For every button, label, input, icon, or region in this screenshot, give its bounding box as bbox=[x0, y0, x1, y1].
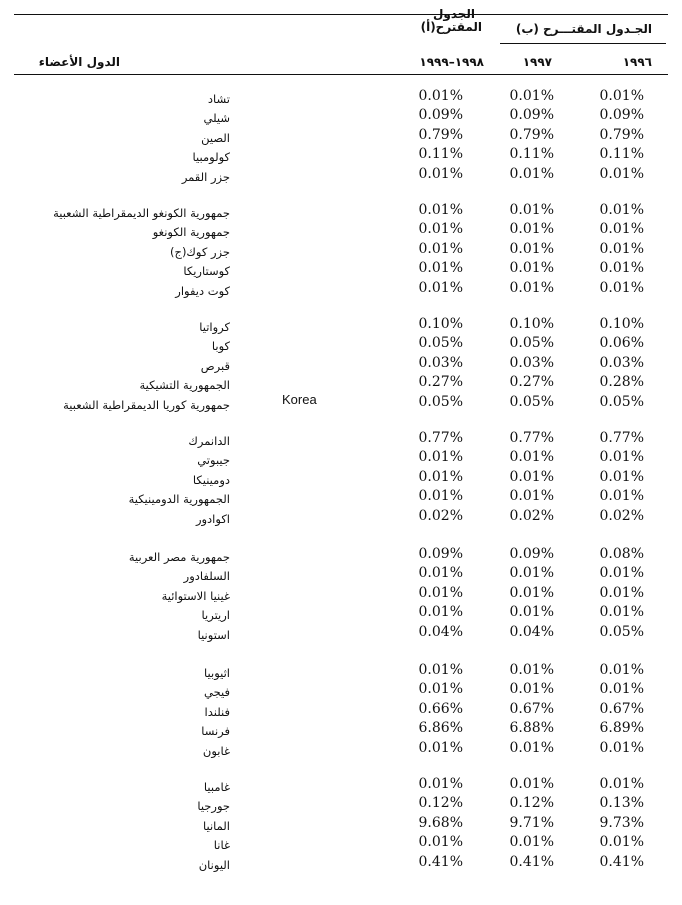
country-name: غينيا الاستوائية bbox=[161, 588, 230, 603]
value-1997: 6.88% bbox=[509, 720, 554, 737]
value-1996: 0.01% bbox=[599, 240, 644, 257]
country-name: فنلندا bbox=[204, 704, 230, 719]
members-column-header: الدول الأعضاء bbox=[38, 55, 120, 69]
value-1996: 0.28% bbox=[599, 374, 644, 391]
value-1996: 0.13% bbox=[599, 795, 644, 812]
country-name: فرنسا bbox=[201, 724, 230, 739]
country-name: غانا bbox=[213, 838, 230, 853]
scale-a-value: 0.01% bbox=[418, 221, 463, 238]
value-1996: 0.10% bbox=[599, 316, 644, 332]
value-1996: 0.02% bbox=[599, 507, 644, 524]
scale-a-value: 0.05% bbox=[418, 335, 463, 352]
value-1997: 0.67% bbox=[509, 700, 554, 717]
scale-a-header: الجدول المقترح(أ) bbox=[420, 7, 482, 34]
country-name: كرواتيا bbox=[199, 320, 230, 334]
value-1996: 0.41% bbox=[599, 853, 644, 870]
value-1996: 0.79% bbox=[599, 126, 644, 143]
value-1996: 0.01% bbox=[599, 834, 644, 851]
country-name: غابون bbox=[202, 743, 230, 758]
country-name: كولومبيا bbox=[192, 150, 230, 165]
value-1996: 0.11% bbox=[599, 146, 644, 163]
value-1996: 6.89% bbox=[599, 720, 644, 737]
scale-a-value: 0.09% bbox=[418, 107, 463, 124]
country-name: جمهورية الكونغو الديمقراطية الشعبية bbox=[53, 206, 230, 220]
scale-a-value: 0.12% bbox=[418, 795, 463, 812]
scale-a-value: 0.10% bbox=[418, 316, 463, 332]
value-1997: 0.01% bbox=[509, 776, 554, 792]
country-name: الجمهورية الدومينيكية bbox=[128, 492, 230, 507]
scale-a-value: 0.09% bbox=[418, 546, 463, 562]
scale-a-value: 0.01% bbox=[418, 584, 463, 601]
value-1997: 0.01% bbox=[509, 488, 554, 505]
scale-a-value: 0.01% bbox=[418, 776, 463, 792]
value-1997: 0.01% bbox=[509, 221, 554, 238]
country-name: اريتريا bbox=[201, 608, 230, 623]
country-name: الجمهورية التشيكية bbox=[139, 378, 230, 393]
scale-a-value: 0.01% bbox=[418, 165, 463, 182]
handwritten-annotation: Korea bbox=[282, 392, 317, 407]
country-name: جمهورية الكونغو bbox=[152, 225, 230, 240]
country-name: اثيوبيا bbox=[204, 666, 230, 680]
scale-a-value: 0.01% bbox=[418, 565, 463, 582]
value-1996: 0.01% bbox=[599, 565, 644, 582]
country-name: جمهورية مصر العربية bbox=[128, 550, 230, 564]
value-1997: 0.79% bbox=[509, 126, 554, 143]
scale-a-value: 0.02% bbox=[418, 507, 463, 524]
value-1997: 0.01% bbox=[509, 240, 554, 257]
value-1996: 0.01% bbox=[599, 584, 644, 601]
scale-a-value: 0.01% bbox=[418, 468, 463, 485]
value-1996: 0.01% bbox=[599, 662, 644, 678]
country-name: دومينيكا bbox=[192, 472, 230, 487]
value-1997: 0.01% bbox=[509, 88, 554, 104]
value-1996: 0.01% bbox=[599, 165, 644, 182]
value-1996: 0.77% bbox=[599, 430, 644, 446]
value-1996: 0.01% bbox=[599, 604, 644, 621]
scale-a-value: 0.27% bbox=[418, 374, 463, 391]
country-name: غامبيا bbox=[203, 780, 230, 794]
value-1996: 0.01% bbox=[599, 488, 644, 505]
value-1996: 0.05% bbox=[599, 623, 644, 640]
scale-a-value: 0.01% bbox=[418, 240, 463, 257]
value-1997: 0.01% bbox=[509, 565, 554, 582]
value-1996: 0.03% bbox=[599, 354, 644, 371]
header-bottom-rule bbox=[14, 74, 668, 75]
value-1997: 0.05% bbox=[509, 393, 554, 410]
country-name: كوت ديفوار bbox=[175, 283, 230, 298]
country-name: تشاد bbox=[207, 92, 230, 106]
scale-a-value: 0.01% bbox=[418, 202, 463, 218]
value-1996: 9.73% bbox=[599, 814, 644, 831]
value-1997: 0.01% bbox=[509, 468, 554, 485]
scale-a-value: 0.01% bbox=[418, 449, 463, 466]
scale-a-value: 0.41% bbox=[418, 853, 463, 870]
scale-a-value: 0.01% bbox=[418, 260, 463, 277]
value-1997: 0.27% bbox=[509, 374, 554, 391]
value-1996: 0.67% bbox=[599, 700, 644, 717]
value-1996: 0.08% bbox=[599, 546, 644, 562]
country-name: الدانمرك bbox=[188, 434, 230, 448]
scale-a-value: 0.01% bbox=[418, 739, 463, 756]
scale-a-value: 9.68% bbox=[418, 814, 463, 831]
value-1997: 0.05% bbox=[509, 335, 554, 352]
value-1997: 9.71% bbox=[509, 814, 554, 831]
country-name: قبرص bbox=[200, 358, 230, 373]
value-1997: 0.02% bbox=[509, 507, 554, 524]
top-rule bbox=[14, 14, 668, 15]
year-1997-header: ١٩٩٧ bbox=[522, 55, 552, 69]
value-1997: 0.09% bbox=[509, 546, 554, 562]
value-1996: 0.05% bbox=[599, 393, 644, 410]
scale-a-value: 0.66% bbox=[418, 700, 463, 717]
value-1996: 0.01% bbox=[599, 279, 644, 296]
value-1996: 0.01% bbox=[599, 681, 644, 698]
country-name: اكوادور bbox=[195, 511, 230, 526]
scale-a-value: 0.77% bbox=[418, 430, 463, 446]
scale-a-value: 0.01% bbox=[418, 604, 463, 621]
scale-a-period-header: ١٩٩٨–١٩٩٩ bbox=[419, 55, 484, 69]
value-1996: 0.01% bbox=[599, 739, 644, 756]
value-1997: 0.12% bbox=[509, 795, 554, 812]
country-name: جمهورية كوريا الديمقراطية الشعبية bbox=[63, 397, 230, 412]
scale-a-value: 0.79% bbox=[418, 126, 463, 143]
country-name: الصين bbox=[201, 130, 230, 145]
scale-b-underline bbox=[500, 43, 666, 44]
value-1996: 0.01% bbox=[599, 449, 644, 466]
country-name: اليونان bbox=[198, 857, 230, 872]
scale-a-value: 0.05% bbox=[418, 393, 463, 410]
value-1997: 0.77% bbox=[509, 430, 554, 446]
value-1997: 0.01% bbox=[509, 834, 554, 851]
value-1997: 0.11% bbox=[509, 146, 554, 163]
country-name: جزر القمر bbox=[181, 169, 230, 184]
country-name: فيجي bbox=[204, 685, 230, 700]
value-1996: 0.01% bbox=[599, 221, 644, 238]
value-1996: 0.01% bbox=[599, 260, 644, 277]
scale-a-value: 0.04% bbox=[418, 623, 463, 640]
country-name: السلفادور bbox=[183, 569, 230, 584]
value-1997: 0.01% bbox=[509, 681, 554, 698]
scale-a-value: 0.01% bbox=[418, 662, 463, 678]
value-1997: 0.01% bbox=[509, 279, 554, 296]
value-1997: 0.01% bbox=[509, 662, 554, 678]
country-name: شيلي bbox=[203, 111, 230, 126]
year-1996-header: ١٩٩٦ bbox=[622, 55, 652, 69]
scale-a-value: 6.86% bbox=[418, 720, 463, 737]
scale-b-header: الجـدول المقتـــرح (ب) bbox=[515, 22, 652, 36]
value-1997: 0.01% bbox=[509, 165, 554, 182]
country-name: استونيا bbox=[197, 627, 230, 642]
country-name: جيبوتي bbox=[197, 453, 230, 468]
value-1997: 0.01% bbox=[509, 739, 554, 756]
scale-a-value: 0.01% bbox=[418, 488, 463, 505]
country-name: كوبا bbox=[211, 339, 230, 354]
scale-a-value: 0.11% bbox=[418, 146, 463, 163]
country-name: جورجيا bbox=[197, 799, 230, 814]
value-1997: 0.03% bbox=[509, 354, 554, 371]
scale-a-value: 0.01% bbox=[418, 279, 463, 296]
country-name: جزر كوك(ج) bbox=[170, 244, 230, 259]
scale-a-value: 0.01% bbox=[418, 681, 463, 698]
value-1996: 0.01% bbox=[599, 776, 644, 792]
value-1997: 0.01% bbox=[509, 449, 554, 466]
scale-a-value: 0.01% bbox=[418, 88, 463, 104]
value-1996: 0.01% bbox=[599, 202, 644, 218]
value-1996: 0.09% bbox=[599, 107, 644, 124]
value-1997: 0.41% bbox=[509, 853, 554, 870]
value-1996: 0.01% bbox=[599, 468, 644, 485]
country-name: المانيا bbox=[202, 818, 230, 833]
scale-a-value: 0.03% bbox=[418, 354, 463, 371]
value-1996: 0.01% bbox=[599, 88, 644, 104]
value-1997: 0.01% bbox=[509, 260, 554, 277]
value-1997: 0.09% bbox=[509, 107, 554, 124]
value-1997: 0.01% bbox=[509, 604, 554, 621]
country-name: كوستاريكا bbox=[183, 264, 230, 279]
value-1997: 0.01% bbox=[509, 584, 554, 601]
value-1997: 0.04% bbox=[509, 623, 554, 640]
value-1997: 0.01% bbox=[509, 202, 554, 218]
scale-a-value: 0.01% bbox=[418, 834, 463, 851]
value-1997: 0.10% bbox=[509, 316, 554, 332]
value-1996: 0.06% bbox=[599, 335, 644, 352]
